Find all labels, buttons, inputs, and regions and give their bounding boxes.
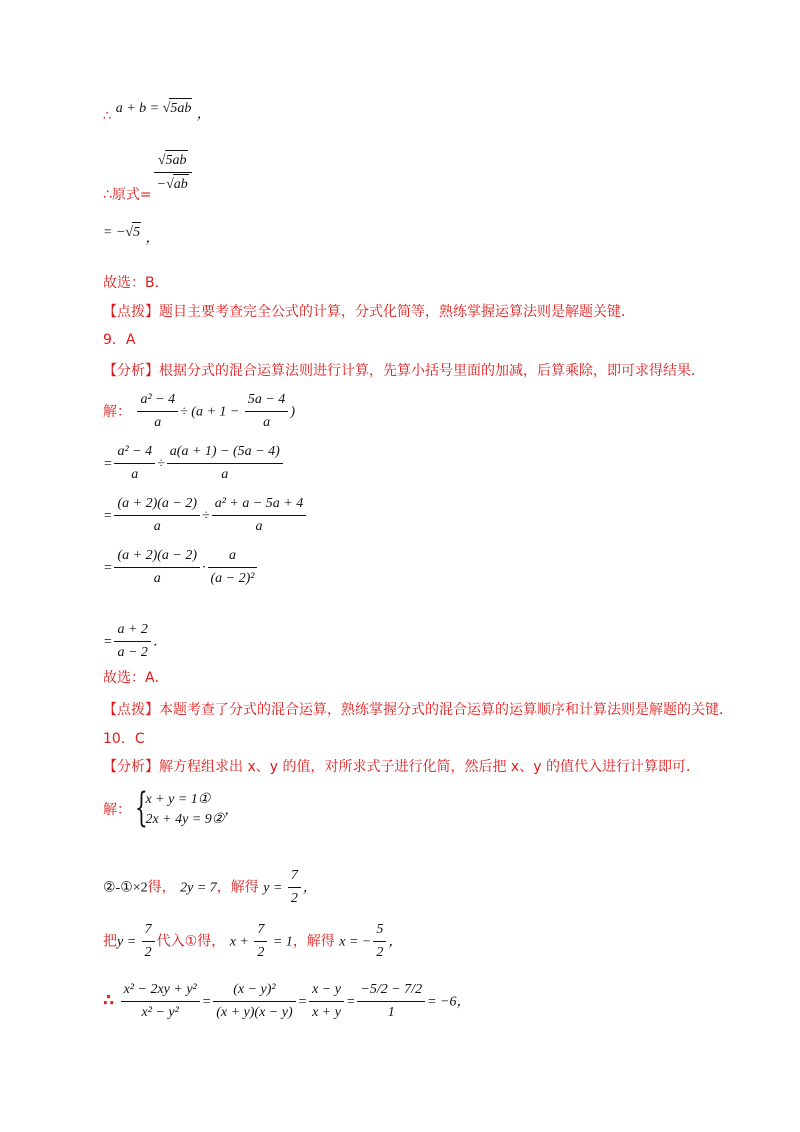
numerator: (a + 2)(a − 2): [117, 548, 197, 563]
q10-title: 10．C: [103, 731, 145, 747]
fraction: [309, 980, 344, 1023]
fraction: [114, 494, 200, 537]
numerator: 7: [144, 922, 152, 937]
comma: ，: [224, 803, 239, 818]
denominator: (a − 2)²: [208, 567, 258, 589]
radicand: ab: [173, 174, 189, 195]
radicand: 5ab: [165, 150, 188, 171]
numerator: 5: [376, 922, 384, 937]
equation-system: [135, 785, 225, 831]
denominator: 2: [373, 941, 386, 963]
comma: ，: [145, 231, 160, 246]
answer-b: 故选：B．: [103, 275, 169, 291]
denominator: a: [114, 515, 200, 537]
denominator: x² − y²: [121, 1001, 200, 1023]
x-equals: x = −: [339, 934, 372, 950]
comma: ，: [388, 934, 403, 950]
line-a-plus-b: [103, 98, 211, 124]
radicand-5ab: 5ab: [169, 98, 192, 119]
denominator: 1: [357, 1001, 425, 1023]
minus: −: [156, 177, 167, 192]
q10-system: [103, 785, 239, 831]
daeru-label: 代入①得，: [156, 933, 226, 950]
y-equals: y =: [117, 934, 140, 950]
fraction: [114, 442, 155, 485]
equals: =: [103, 456, 113, 472]
denominator: a − 2: [114, 641, 150, 663]
denominator: a: [167, 463, 283, 485]
dianbo-note-2: 【点拨】本题考查了分式的混合运算，熟练掌握分式的混合运算的运算顺序和计算法则是解题的关键．: [103, 702, 733, 718]
radicand-5: 5: [132, 222, 141, 243]
jie-label: 解：: [103, 802, 131, 818]
q9-analysis: 【分析】根据分式的混合运算法则进行计算，先算小括号里面的加减，后算乘除，即可求得结果．: [103, 363, 705, 379]
denominator: 2: [288, 887, 301, 909]
result: = −6: [427, 994, 457, 1010]
q9-step-2: [103, 442, 285, 485]
q10-step-2: [103, 920, 402, 963]
fraction: [288, 866, 301, 909]
jiede-label: ，解得: [216, 879, 259, 896]
numerator: a: [228, 548, 236, 563]
fraction: [167, 442, 283, 485]
fraction: [208, 546, 258, 589]
math-eq-minus: = −: [103, 225, 126, 240]
denominator: a: [245, 411, 288, 433]
brace-icon: {: [135, 785, 149, 831]
numerator: a² − 4: [117, 444, 153, 459]
x-plus: x +: [229, 934, 253, 950]
fraction: [373, 920, 386, 963]
fraction-denominator: −√ab: [154, 172, 192, 195]
yuanshi-label: ∴原式=: [103, 186, 152, 203]
denominator: a: [114, 567, 200, 589]
q9-step-1: [103, 390, 295, 433]
q9-step-4: [103, 546, 259, 589]
answer-a: 故选：A．: [103, 670, 169, 686]
comma: ，: [456, 994, 471, 1010]
equation-2: 2x + 4y = 9②: [145, 812, 225, 827]
comma: ，: [302, 880, 317, 896]
fraction: [114, 620, 150, 663]
fraction: [142, 920, 155, 963]
sqrt-symbol: √5ab: [163, 101, 193, 116]
numerator: x² − 2xy + y²: [123, 982, 197, 997]
fraction: [137, 390, 178, 433]
ba-label: 把: [103, 933, 117, 950]
denominator: (x + y)(x − y): [213, 1001, 295, 1023]
q9-step-5: [103, 620, 167, 663]
numerator: a² − 4: [140, 392, 176, 407]
operator: ÷ (a + 1 −: [180, 404, 243, 420]
denominator: a: [114, 463, 155, 485]
fraction-numerator: √5ab: [154, 150, 192, 172]
paren-close: ): [290, 404, 295, 420]
numerator: a² + a − 5a + 4: [214, 496, 304, 511]
operator: ÷: [202, 508, 210, 524]
q10-final: ∴ $\frac{\text{x² − 2xy + y²}}{\text{x² − y²}}$ = $\frac{\text{(x − y)²}}{(x + y)(x - y)}$ = $\frac{x - y}{x + y}$ = $\frac{-5/2 - 7/2}{1}$ = −6，: [103, 980, 470, 1023]
equals-one: = 1: [269, 934, 293, 950]
q9-title: 9．A: [103, 332, 136, 348]
equals: =: [103, 508, 113, 524]
equals: =: [103, 560, 113, 576]
equation-1: x + y = 1①: [145, 792, 211, 807]
jiede-label: ，解得: [292, 933, 335, 950]
q10-analysis: 【分析】解方程组求出 x、y 的值，对所求式子进行化简，然后把 x、y 的值代入进行计算即可．: [103, 759, 700, 775]
q10-step-1: [103, 866, 317, 909]
numerator: −5/2 − 7/2: [360, 982, 423, 997]
fraction: [121, 980, 200, 1023]
de-label: 得，: [147, 879, 176, 896]
math-a-plus-b: a + b =: [115, 101, 163, 116]
denominator: a: [137, 411, 178, 433]
equation: 2y = 7: [180, 880, 217, 896]
fraction: [212, 494, 307, 537]
numerator: (x − y)²: [233, 982, 276, 997]
operator: ·: [202, 560, 206, 576]
fraction: [245, 390, 288, 433]
numerator: a + 2: [117, 622, 148, 637]
fraction: [254, 920, 267, 963]
comma: ，: [196, 107, 211, 122]
y-equals: y =: [263, 880, 286, 896]
denominator: 2: [142, 941, 155, 963]
numerator: 7: [257, 922, 265, 937]
equals: =: [103, 634, 113, 650]
denominator: a: [212, 515, 307, 537]
fraction: [114, 546, 200, 589]
therefore-symbol: ∴: [103, 990, 115, 1010]
operator: ÷: [157, 456, 165, 472]
circled-expression: ②-①×2: [103, 880, 148, 896]
fraction-yuanshi: [154, 150, 192, 195]
numerator: (a + 2)(a − 2): [117, 496, 197, 511]
fraction: [213, 980, 295, 1023]
denominator: 2: [254, 941, 267, 963]
numerator: 7: [290, 868, 298, 883]
denominator: x + y: [309, 1001, 344, 1023]
numerator: x − y: [312, 982, 341, 997]
numerator: 5a − 4: [247, 392, 286, 407]
jie-label: 解：: [103, 403, 131, 420]
q9-step-3: [103, 494, 308, 537]
numerator: a(a + 1) − (5a − 4): [169, 444, 280, 459]
line-result-sqrt5: = −√5 ，: [103, 222, 160, 243]
dianbo-note-1: 【点拨】题目主要考查完全公式的计算，分式化简等，熟练掌握运算法则是解题关键．: [103, 304, 635, 320]
therefore-symbol: ∴: [103, 109, 112, 124]
fraction: [357, 980, 425, 1023]
period: ．: [152, 634, 167, 650]
line-yuanshi: [103, 150, 194, 203]
